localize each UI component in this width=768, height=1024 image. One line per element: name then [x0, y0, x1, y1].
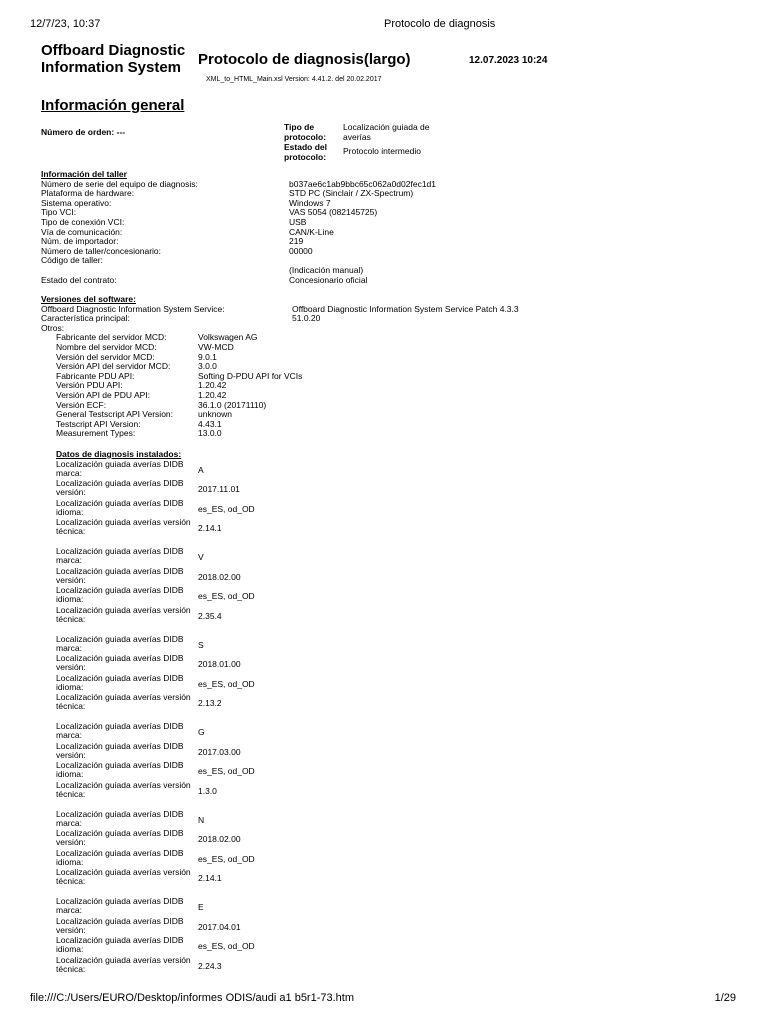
diag-label: Localización guiada averías DIDB marca: — [56, 721, 184, 741]
software-row-label: Otros: — [41, 322, 65, 333]
software-other-row-value: 36.1.0 (20171110) — [198, 399, 267, 410]
diag-row-language — [56, 674, 356, 694]
diag-row-brand — [56, 722, 356, 742]
workshop-row-label: Plataforma de hardware: — [41, 188, 135, 199]
diag-value: es_ES, od_OD — [198, 678, 255, 689]
protocol-type-value: Localización guiada de averías — [343, 122, 430, 142]
diag-row-brand — [56, 810, 356, 830]
diag-label: Localización guiada averías versión técnica: — [56, 692, 191, 712]
diag-label: Localización guiada averías versión técnica: — [56, 517, 191, 537]
software-row-label: Característica principal: — [41, 313, 130, 324]
diag-value: es_ES, od_OD — [198, 766, 255, 777]
diag-row-brand — [56, 635, 356, 655]
workshop-row — [41, 256, 741, 266]
diag-row-brand — [56, 460, 356, 480]
software-row — [41, 305, 741, 315]
diag-value: 2.24.3 — [198, 960, 222, 971]
diag-label: Localización guiada averías DIDB idioma: — [56, 760, 184, 780]
diag-label: Localización guiada averías DIDB versión: — [56, 828, 184, 848]
workshop-row — [41, 276, 741, 286]
diag-value: es_ES, od_OD — [198, 503, 255, 514]
diag-value: es_ES, od_OD — [198, 853, 255, 864]
diag-label: Localización guiada averías versión técnica: — [56, 867, 191, 887]
software-row-value: Offboard Diagnostic Information System Service Patch 4.3.3 — [292, 303, 519, 314]
diag-value: 2.14.1 — [198, 523, 222, 534]
app-name: Offboard Diagnostic Information System — [41, 42, 186, 76]
workshop-row-label: Número de taller/concesionario: — [41, 245, 162, 256]
diag-row-language — [56, 936, 356, 956]
workshop-row-value: VAS 5054 (082145725) — [289, 207, 378, 218]
workshop-row-label: Vía de comunicación: — [41, 226, 123, 237]
diag-row-version — [56, 567, 356, 587]
diag-value: S — [198, 639, 204, 650]
software-other-row-label: Measurement Types: — [56, 428, 136, 439]
workshop-row-label: Código de taller: — [41, 255, 103, 266]
workshop-row — [41, 266, 741, 276]
diag-row-version — [56, 479, 356, 499]
software-other-row-label: Versión API del servidor MCD: — [56, 361, 171, 372]
software-other-row-label: Versión del servidor MCD: — [56, 351, 155, 362]
installed-diag-data — [56, 450, 356, 975]
software-other-row-label: Fabricante PDU API: — [56, 370, 135, 381]
diag-row-language — [56, 586, 356, 606]
diag-row-tech-version — [56, 956, 356, 976]
diag-label: Localización guiada averías versión técnica: — [56, 954, 191, 974]
software-heading: Versiones del software: — [41, 294, 136, 304]
diag-row-version — [56, 917, 356, 937]
diag-value: 2017.11.01 — [198, 484, 240, 495]
diag-group — [56, 635, 356, 713]
software-other-row — [56, 343, 756, 353]
diag-value: 2018.01.00 — [198, 659, 241, 670]
software-other-row — [56, 362, 756, 372]
diag-value: 2.35.4 — [198, 610, 222, 621]
section-title-general: Información general — [41, 97, 185, 114]
software-other-row-label: Versión PDU API: — [56, 380, 123, 391]
diag-row-tech-version — [56, 693, 356, 713]
diag-row-tech-version — [56, 781, 356, 801]
workshop-row — [41, 247, 741, 257]
diag-value: G — [198, 727, 205, 738]
workshop-row-value: 219 — [289, 236, 304, 247]
workshop-row-label: Número de serie del equipo de diagnosis: — [41, 178, 198, 189]
software-other-row — [56, 391, 756, 401]
workshop-info — [41, 170, 741, 285]
software-other-row-value: Softing D-PDU API for VCIs — [198, 370, 303, 381]
diag-value: E — [198, 902, 204, 913]
software-other-row-label: Versión ECF: — [56, 399, 107, 410]
diag-value: A — [198, 464, 204, 475]
diag-row-language — [56, 761, 356, 781]
diag-value: V — [198, 552, 204, 563]
diag-row-version — [56, 654, 356, 674]
software-others — [56, 333, 756, 439]
workshop-row-label: Tipo de conexión VCI: — [41, 216, 125, 227]
workshop-row — [41, 189, 741, 199]
diag-value: 2018.02.00 — [198, 834, 241, 845]
workshop-row-value: Windows 7 — [289, 197, 331, 208]
diag-row-tech-version — [56, 518, 356, 538]
software-versions — [41, 295, 741, 439]
diag-label: Localización guiada averías DIDB marca: — [56, 633, 184, 653]
protocol-state-value: Protocolo intermedio — [343, 146, 421, 156]
workshop-row-label: Tipo VCI: — [41, 207, 77, 218]
workshop-row-value: b037ae6c1ab9bbc65c062a0d02fec1d1 — [289, 178, 436, 189]
software-other-row — [56, 333, 756, 343]
diag-value: N — [198, 814, 205, 825]
workshop-rows — [41, 180, 741, 286]
diag-label: Localización guiada averías DIDB idioma: — [56, 672, 184, 692]
diag-group — [56, 547, 356, 625]
print-footer-page: 1/29 — [714, 992, 736, 1004]
software-row-value: 51.0.20 — [292, 313, 321, 324]
workshop-row-label: Estado del contrato: — [41, 274, 117, 285]
diag-label: Localización guiada averías DIDB versión: — [56, 653, 184, 673]
protocol-type-label: Tipo de protocolo: — [284, 122, 327, 142]
software-other-row-label: Fabricante del servidor MCD: — [56, 332, 167, 343]
diag-row-language — [56, 849, 356, 869]
software-other-row-label: General Testscript API Version: — [56, 409, 174, 420]
software-other-row-value: 13.0.0 — [198, 428, 222, 439]
diag-label: Localización guiada averías DIDB idioma: — [56, 847, 184, 867]
workshop-row-value: (Indicación manual) — [289, 264, 364, 275]
diag-label: Localización guiada averías DIDB versión: — [56, 915, 184, 935]
software-rows — [41, 305, 741, 334]
workshop-row-label: Sistema operativo: — [41, 197, 112, 208]
print-header-title: Protocolo de diagnosis — [384, 18, 496, 30]
diag-label: Localización guiada averías DIDB versión: — [56, 478, 184, 498]
software-other-row-value: 1.20.42 — [198, 389, 227, 400]
diag-group — [56, 810, 356, 888]
software-other-row — [56, 410, 756, 420]
software-other-row-value: 9.0.1 — [198, 351, 217, 362]
diag-label: Localización guiada averías DIDB marca: — [56, 458, 184, 478]
document-date: 12.07.2023 10:24 — [469, 55, 548, 66]
protocol-state-label: Estado del protocolo: — [284, 142, 327, 162]
workshop-row-value: CAN/K-Line — [289, 226, 334, 237]
software-other-row-value: unknown — [198, 409, 233, 420]
software-other-row-value: 3.0.0 — [198, 361, 217, 372]
diag-group — [56, 722, 356, 800]
document-title: Protocolo de diagnosis(largo) — [198, 51, 411, 68]
diag-row-language — [56, 499, 356, 519]
workshop-row-value: 00000 — [289, 245, 313, 256]
diag-value: 2018.02.00 — [198, 571, 241, 582]
software-row — [41, 314, 741, 324]
workshop-row — [41, 199, 741, 209]
software-other-row-label: Testscript API Version: — [56, 418, 141, 429]
diag-group — [56, 460, 356, 538]
diag-label: Localización guiada averías DIDB marca: — [56, 896, 184, 916]
diag-label: Localización guiada averías DIDB idioma: — [56, 585, 184, 605]
software-row-label: Offboard Diagnostic Information System Service: — [41, 303, 225, 314]
stylesheet-version: XML_to_HTML_Main.xsl Version: 4.41.2. del 20.02.2017 — [206, 76, 382, 83]
diag-value: 2017.03.00 — [198, 746, 241, 757]
diag-row-brand — [56, 547, 356, 567]
diag-row-tech-version — [56, 868, 356, 888]
software-other-row-value: VW-MCD — [198, 341, 234, 352]
diag-value: 1.3.0 — [198, 785, 217, 796]
diag-label: Localización guiada averías DIDB idioma: — [56, 935, 184, 955]
diag-value: es_ES, od_OD — [198, 941, 255, 952]
workshop-row-label: Núm. de importador: — [41, 236, 119, 247]
diag-label: Localización guiada averías DIDB marca: — [56, 546, 184, 566]
workshop-heading: Información del taller — [41, 169, 127, 179]
software-other-row-value: Volkswagen AG — [198, 332, 258, 343]
software-other-row — [56, 372, 756, 382]
print-header-datetime: 12/7/23, 10:37 — [30, 18, 101, 30]
diag-value: 2017.04.01 — [198, 921, 241, 932]
software-other-row — [56, 420, 756, 430]
diag-value: 2.13.2 — [198, 698, 222, 709]
software-other-row-label: Nombre del servidor MCD: — [56, 341, 157, 352]
software-other-row-value: 1.20.42 — [198, 380, 227, 391]
diag-label: Localización guiada averías DIDB marca: — [56, 808, 184, 828]
diag-label: Localización guiada averías versión técnica: — [56, 779, 191, 799]
diag-value: es_ES, od_OD — [198, 591, 255, 602]
order-number: Número de orden: --- — [41, 127, 126, 137]
workshop-row — [41, 228, 741, 238]
diag-label: Localización guiada averías DIDB idioma: — [56, 497, 184, 517]
diag-group — [56, 897, 356, 975]
diag-label: Localización guiada averías DIDB versión: — [56, 565, 184, 585]
diag-data-heading: Datos de diagnosis instalados: — [56, 449, 182, 459]
workshop-row — [41, 218, 741, 228]
diag-value: 2.14.1 — [198, 873, 222, 884]
workshop-row — [41, 208, 741, 218]
workshop-row-value: STD PC (Sinclair / ZX-Spectrum) — [289, 188, 414, 199]
software-other-row-value: 4.43.1 — [198, 418, 222, 429]
diag-label: Localización guiada averías versión técnica: — [56, 604, 191, 624]
software-other-row — [56, 381, 756, 391]
software-other-row-label: Versión API de PDU API: — [56, 389, 151, 400]
print-footer-url: file:///C:/Users/EURO/Desktop/informes ODIS/audi a1 b5r1-73.htm — [30, 992, 355, 1004]
diag-label: Localización guiada averías DIDB versión: — [56, 740, 184, 760]
diag-row-tech-version — [56, 606, 356, 626]
workshop-row-value: Concesionario oficial — [289, 274, 368, 285]
diag-row-brand — [56, 897, 356, 917]
diag-row-version — [56, 742, 356, 762]
diag-row-version — [56, 829, 356, 849]
workshop-row-value: USB — [289, 216, 307, 227]
diag-groups — [56, 460, 356, 976]
software-other-row — [56, 429, 756, 439]
